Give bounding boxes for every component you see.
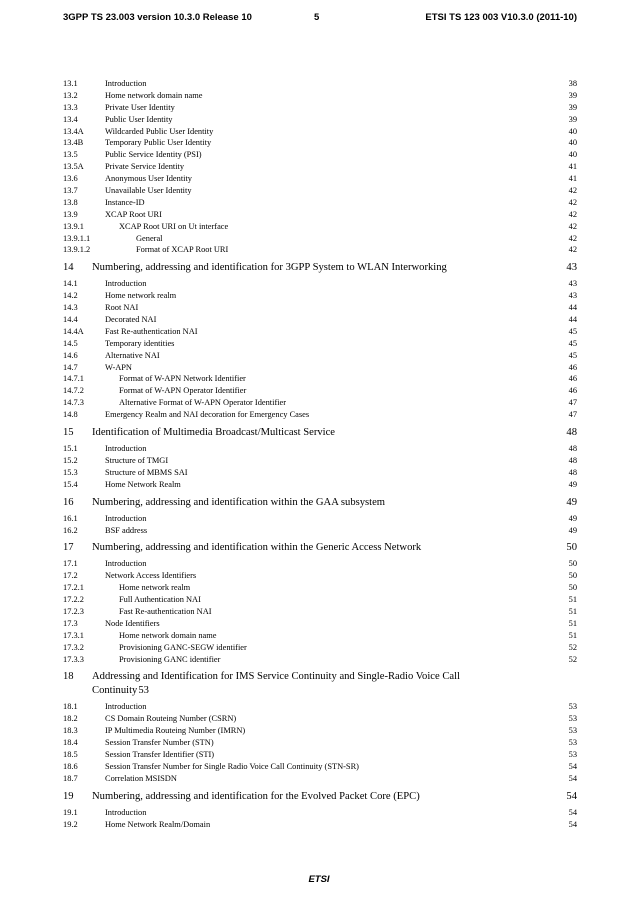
toc-title: Alternative Format of W-APN Operator Identifier (119, 398, 287, 408)
toc-number: 14.2 (63, 291, 78, 301)
toc-page-number: 53 (138, 685, 149, 697)
toc-number: 16.2 (63, 525, 78, 535)
toc-entry[interactable] (63, 594, 577, 606)
toc-title: Public User Identity (105, 114, 173, 124)
toc-number: 17.3.3 (63, 654, 84, 664)
toc-number: 13.9 (63, 209, 78, 219)
toc-page-number: 48 (566, 427, 577, 439)
toc-page-number: 40 (568, 150, 577, 160)
toc-page-number: 46 (568, 374, 577, 384)
toc-number: 16.1 (63, 513, 78, 523)
toc-entry[interactable] (63, 807, 577, 819)
toc-page-number: 45 (568, 338, 577, 348)
toc-number: 18.2 (63, 714, 78, 724)
toc-number: 14.1 (63, 279, 78, 289)
toc-entry[interactable] (63, 713, 577, 725)
toc-page-number: 51 (568, 630, 577, 640)
toc-entry[interactable] (63, 185, 577, 197)
toc-page-number: 51 (568, 618, 577, 628)
page-header (63, 12, 577, 26)
toc-entry[interactable] (63, 701, 577, 713)
toc-number: 18.4 (63, 738, 78, 748)
toc-entry[interactable] (63, 397, 577, 409)
toc-title: Session Transfer Number for Single Radio Voice Call Continuity (STN-SR) (105, 761, 359, 771)
toc-number: 13.8 (63, 197, 78, 207)
toc-page-number: 42 (568, 209, 577, 219)
toc-page-number: 50 (568, 559, 577, 569)
toc-number: 14.5 (63, 338, 78, 348)
toc-entry[interactable] (63, 350, 577, 362)
toc-page-number: 53 (568, 702, 577, 712)
toc-number: 14.7 (63, 362, 78, 372)
toc-page-number: 46 (568, 386, 577, 396)
toc-title: Home network realm (119, 583, 191, 593)
toc-title: Home Network Realm/Domain (105, 819, 211, 829)
toc-entry[interactable] (63, 479, 577, 491)
toc-number: 13.9.1.2 (63, 245, 91, 255)
toc-title: Format of W-APN Network Identifier (119, 374, 246, 384)
toc-page-number: 54 (568, 807, 577, 817)
toc-entry[interactable] (63, 290, 577, 302)
toc-entry[interactable] (63, 278, 577, 290)
toc-page-number: 40 (568, 126, 577, 136)
toc-page-number: 43 (566, 262, 577, 274)
toc-title: Anonymous User Identity (105, 174, 192, 184)
toc-title: W-APN (105, 362, 132, 372)
toc-number: 13.4B (63, 138, 84, 148)
toc-number: 13.3 (63, 102, 78, 112)
toc-title: Network Access Identifiers (105, 571, 197, 581)
toc-title: XCAP Root URI (105, 209, 162, 219)
toc-entry[interactable] (63, 570, 577, 582)
toc-number: 15.4 (63, 479, 78, 489)
toc-number: 14.8 (63, 410, 78, 420)
toc-entry[interactable] (63, 513, 577, 525)
toc-entry[interactable] (63, 314, 577, 326)
toc-page-number: 43 (568, 279, 577, 289)
toc-title: Identification of Multimedia Broadcast/Multicast Service (92, 427, 335, 439)
toc-title: Private Service Identity (105, 162, 185, 172)
toc-number: 13.7 (63, 186, 78, 196)
toc-entry[interactable] (63, 773, 577, 785)
toc-title: Home network realm (105, 291, 177, 301)
toc-page-number: 53 (568, 726, 577, 736)
toc-title: Provisioning GANC identifier (119, 654, 221, 664)
toc-title: IP Multimedia Routeing Number (IMRN) (105, 726, 246, 736)
toc-number: 18.6 (63, 761, 78, 771)
toc-number: 17.2.3 (63, 606, 84, 616)
toc-number: 18 (63, 671, 74, 683)
toc-page-number: 48 (568, 467, 577, 477)
toc-title: Session Transfer Identifier (STI) (105, 749, 215, 759)
toc-page-number: 42 (568, 233, 577, 243)
toc-entry[interactable] (63, 244, 577, 256)
toc-title: Introduction (105, 702, 147, 712)
toc-title: Introduction (105, 513, 147, 523)
toc-page-number: 39 (568, 90, 577, 100)
toc-number: 19 (63, 790, 74, 802)
toc-page-number: 51 (568, 606, 577, 616)
toc-entry[interactable] (63, 385, 577, 397)
toc-entry[interactable] (63, 114, 577, 126)
toc-title: Format of XCAP Root URI (136, 245, 229, 255)
toc-page-number: 49 (566, 496, 577, 508)
toc-page-number: 54 (566, 790, 577, 802)
toc-number: 17.3 (63, 618, 78, 628)
table-of-contents (63, 78, 577, 830)
toc-entry[interactable] (63, 90, 577, 102)
toc-number: 14.7.3 (63, 398, 84, 408)
toc-page-number: 46 (568, 362, 577, 372)
toc-entry[interactable] (63, 302, 577, 314)
toc-number: 15.2 (63, 455, 78, 465)
toc-page-number: 40 (568, 138, 577, 148)
toc-title: Home Network Realm (105, 479, 181, 489)
toc-entry[interactable] (63, 362, 577, 374)
toc-title: Fast Re-authentication NAI (119, 606, 212, 616)
toc-title: Session Transfer Number (STN) (105, 738, 214, 748)
toc-title: Root NAI (105, 303, 139, 313)
toc-number: 14.6 (63, 350, 78, 360)
toc-number: 19.1 (63, 807, 78, 817)
toc-number: 14.7.2 (63, 386, 84, 396)
toc-page-number: 53 (568, 738, 577, 748)
toc-number: 17.3.2 (63, 642, 84, 652)
toc-number: 17.3.1 (63, 630, 84, 640)
toc-number: 15.1 (63, 444, 78, 454)
toc-title: Home network domain name (105, 90, 203, 100)
toc-entry[interactable] (63, 790, 577, 804)
header-document-id: 3GPP TS 23.003 version 10.3.0 Release 10 (63, 12, 252, 23)
toc-entry[interactable] (63, 126, 577, 138)
toc-number: 13.9.1.1 (63, 233, 91, 243)
toc-page-number: 39 (568, 114, 577, 124)
toc-title: Unavailable User Identity (105, 186, 192, 196)
toc-page-number: 52 (568, 654, 577, 664)
toc-entry[interactable] (63, 137, 577, 149)
toc-number: 19.2 (63, 819, 78, 829)
toc-entry[interactable] (63, 749, 577, 761)
toc-title-continued: Continuity (92, 685, 138, 697)
toc-page-number: 42 (568, 245, 577, 255)
toc-number: 17.2.2 (63, 595, 84, 605)
toc-entry[interactable] (63, 409, 577, 421)
toc-title: Instance-ID (105, 197, 145, 207)
toc-page-number: 45 (568, 326, 577, 336)
toc-number: 13.9.1 (63, 221, 84, 231)
toc-entry[interactable] (63, 426, 577, 440)
toc-page-number: 50 (568, 583, 577, 593)
toc-entry[interactable] (63, 618, 577, 630)
toc-title: Numbering, addressing and identification for 3GPP System to WLAN Interworking (92, 262, 447, 274)
toc-entry[interactable] (63, 654, 577, 666)
toc-entry[interactable] (63, 233, 577, 245)
toc-title: Fast Re-authentication NAI (105, 326, 198, 336)
toc-page-number: 50 (566, 542, 577, 554)
toc-number: 16 (63, 496, 74, 508)
toc-page-number: 41 (568, 174, 577, 184)
toc-title: Addressing and Identification for IMS Service Continuity and Single-Radio Voice Call (92, 671, 460, 683)
toc-title: XCAP Root URI on Ut interface (119, 221, 229, 231)
toc-page-number: 48 (568, 444, 577, 454)
toc-page-number: 38 (568, 79, 577, 88)
toc-number: 18.1 (63, 702, 78, 712)
toc-number: 15 (63, 427, 74, 439)
toc-page-number: 48 (568, 455, 577, 465)
toc-title: Numbering, addressing and identification for the Evolved Packet Core (EPC) (92, 790, 420, 802)
toc-entry[interactable] (63, 761, 577, 773)
toc-entry[interactable] (63, 197, 577, 209)
toc-entry[interactable] (63, 496, 577, 510)
toc-number: 15.3 (63, 467, 78, 477)
toc-title: Numbering, addressing and identification within the Generic Access Network (92, 542, 422, 554)
toc-entry[interactable] (63, 541, 577, 555)
toc-entry[interactable] (63, 725, 577, 737)
toc-title: CS Domain Routeing Number (CSRN) (105, 714, 237, 724)
toc-page-number: 49 (568, 513, 577, 523)
toc-page-number: 54 (568, 773, 577, 783)
toc-entry[interactable] (63, 558, 577, 570)
toc-title: Emergency Realm and NAI decoration for Emergency Cases (105, 410, 310, 420)
toc-title: Introduction (105, 79, 147, 88)
toc-entry[interactable] (63, 819, 577, 831)
toc-page-number: 42 (568, 197, 577, 207)
toc-entry[interactable] (63, 261, 577, 275)
toc-title: Structure of TMGI (105, 455, 169, 465)
toc-page-number: 52 (568, 642, 577, 652)
toc-entry[interactable] (63, 455, 577, 467)
toc-number: 13.5 (63, 150, 78, 160)
toc-entry[interactable] (63, 373, 577, 385)
toc-page-number: 47 (568, 398, 577, 408)
toc-page-number: 39 (568, 102, 577, 112)
header-page-number: 5 (314, 12, 320, 23)
toc-entry[interactable] (63, 642, 577, 654)
toc-number: 17.1 (63, 559, 78, 569)
toc-title: Node Identifiers (105, 618, 160, 628)
toc-number: 13.4A (63, 126, 84, 136)
toc-page-number: 43 (568, 291, 577, 301)
toc-title: Numbering, addressing and identification within the GAA subsystem (92, 496, 386, 508)
header-etsi-id: ETSI TS 123 003 V10.3.0 (2011-10) (425, 12, 577, 23)
toc-page-number: 42 (568, 186, 577, 196)
toc-page-number: 50 (568, 571, 577, 581)
toc-number: 13.1 (63, 79, 78, 88)
toc-entry[interactable] (63, 443, 577, 455)
toc-page-number: 49 (568, 525, 577, 535)
toc-number: 17 (63, 542, 74, 554)
toc-entry[interactable] (63, 326, 577, 338)
toc-page-number: 47 (568, 410, 577, 420)
toc-entry[interactable] (63, 582, 577, 594)
toc-page-number: 45 (568, 350, 577, 360)
toc-title: Home network domain name (119, 630, 217, 640)
toc-entry[interactable] (63, 525, 577, 537)
toc-title: Temporary identities (105, 338, 175, 348)
toc-number: 14.3 (63, 303, 78, 313)
toc-number: 17.2 (63, 571, 78, 581)
toc-title: Public Service Identity (PSI) (105, 150, 202, 160)
toc-entry-18[interactable] (63, 670, 577, 698)
page-footer: ETSI (308, 874, 330, 885)
toc-entry[interactable] (63, 338, 577, 350)
toc-entry[interactable] (63, 221, 577, 233)
toc-title: Alternative NAI (105, 350, 160, 360)
toc-title: Introduction (105, 559, 147, 569)
toc-title: Private User Identity (105, 102, 175, 112)
toc-title: Wildcarded Public User Identity (105, 126, 214, 136)
toc-page-number: 54 (568, 761, 577, 771)
toc-entry[interactable] (63, 173, 577, 185)
toc-entry[interactable] (63, 78, 577, 90)
toc-entry[interactable] (63, 102, 577, 114)
toc-page-number: 44 (568, 303, 577, 313)
toc-title: Decorated NAI (105, 315, 157, 325)
toc-number: 14.4 (63, 315, 78, 325)
toc-title: Structure of MBMS SAI (105, 467, 188, 477)
toc-section-a (63, 78, 577, 665)
toc-number: 13.6 (63, 174, 78, 184)
toc-entry[interactable] (63, 467, 577, 479)
toc-page-number: 42 (568, 221, 577, 231)
toc-number: 14 (63, 262, 74, 274)
toc-number: 17.2.1 (63, 583, 84, 593)
toc-page-number: 44 (568, 315, 577, 325)
toc-number: 13.4 (63, 114, 78, 124)
toc-entry[interactable] (63, 630, 577, 642)
toc-number: 18.7 (63, 773, 78, 783)
toc-number: 18.3 (63, 726, 78, 736)
toc-number: 13.2 (63, 90, 78, 100)
toc-number: 14.4A (63, 326, 84, 336)
toc-page-number: 53 (568, 714, 577, 724)
toc-page-number: 49 (568, 479, 577, 489)
toc-title: General (136, 233, 163, 243)
toc-title: BSF address (105, 525, 148, 535)
toc-page-number: 41 (568, 162, 577, 172)
toc-number: 14.7.1 (63, 374, 84, 384)
toc-title: Correlation MSISDN (105, 773, 177, 783)
toc-number: 18.5 (63, 749, 78, 759)
toc-page-number: 51 (568, 595, 577, 605)
toc-title: Provisioning GANC-SEGW identifier (119, 642, 247, 652)
toc-title: Format of W-APN Operator Identifier (119, 386, 247, 396)
toc-page-number: 53 (568, 749, 577, 759)
toc-entry[interactable] (63, 606, 577, 618)
toc-title: Full Authentication NAI (119, 595, 201, 605)
toc-section-b (63, 701, 577, 830)
toc-entry[interactable] (63, 209, 577, 221)
toc-title: Introduction (105, 279, 147, 289)
toc-entry[interactable] (63, 149, 577, 161)
toc-entry[interactable] (63, 737, 577, 749)
toc-title: Temporary Public User Identity (105, 138, 212, 148)
toc-entry[interactable] (63, 161, 577, 173)
toc-title: Introduction (105, 444, 147, 454)
toc-page-number: 54 (568, 819, 577, 829)
toc-number: 13.5A (63, 162, 84, 172)
toc-title: Introduction (105, 807, 147, 817)
